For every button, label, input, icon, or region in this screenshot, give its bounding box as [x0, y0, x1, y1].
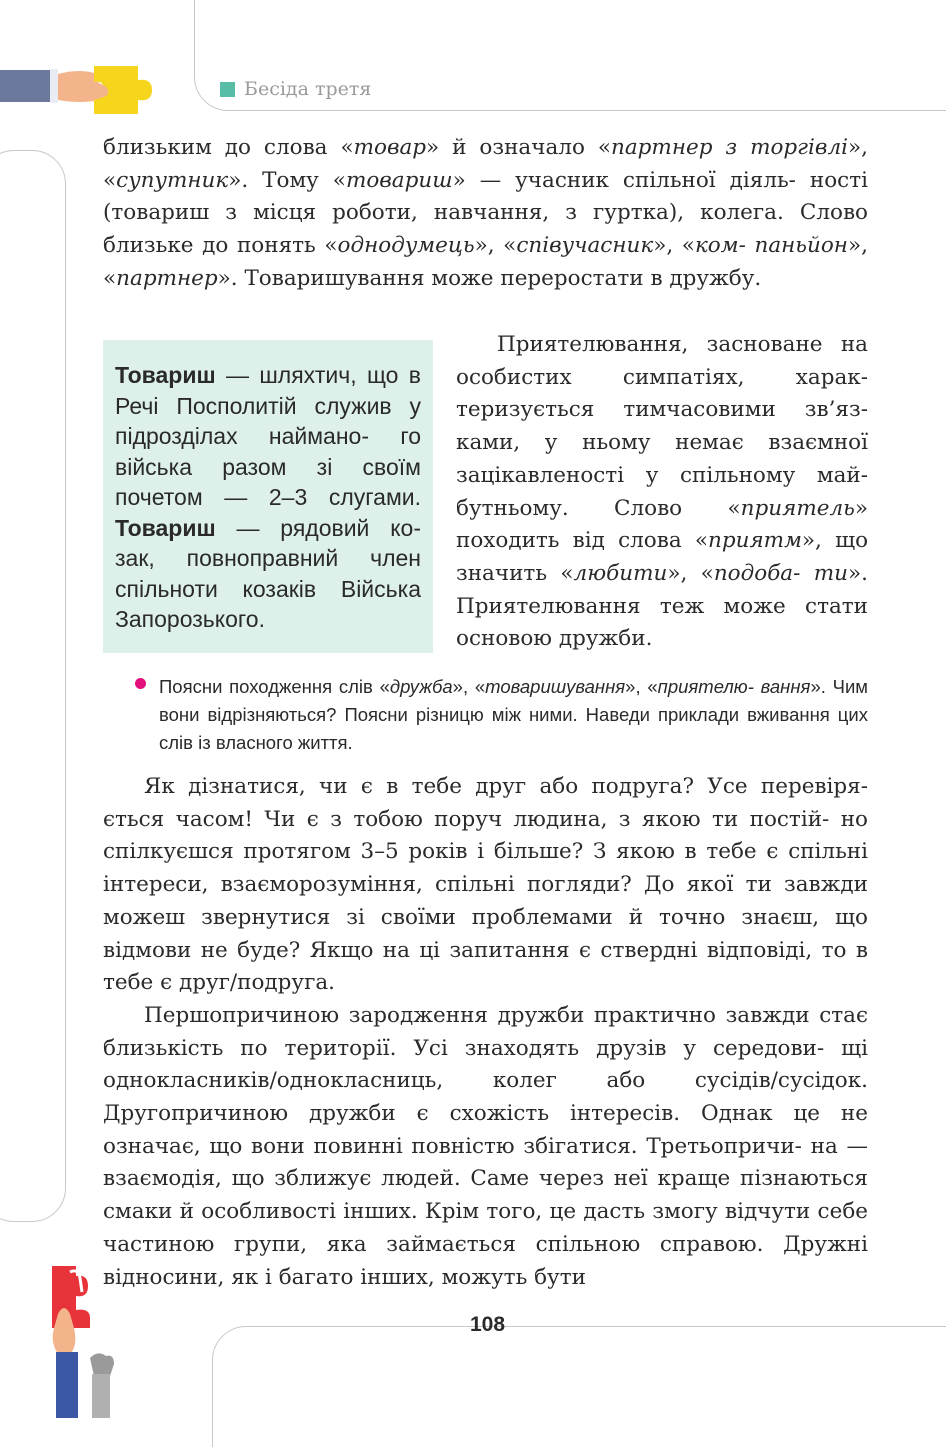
page-frame-left [0, 150, 66, 1222]
hands-puzzle-red-icon [40, 1262, 130, 1418]
definition-box: Товариш — шляхтич, що в Речі Посполитій служив у підрозділах наймано- го війська разом зі своїм почетом — 2–3 слугами. Товариш — рядовий ко- зак, повноправний член спільноти козаків Війська Запорозького. [103, 340, 433, 653]
body-text [103, 771, 868, 1294]
body-paragraph-1: Як дізнатися, чи є в тебе друг або подруга? Усе перевіря- ється часом! Чи є з тобою поруч людина, з якою ти постій- но спілкуєшся протягом 3–5 років і більше? З якою в тебе є спільні інтереси, взаєморозуміння, спільні погляди? До якої ти завжди можеш звернутися зі своїми проблемами й точно знаєш, що відмови не буде? Якщо на ці запитання є ствердні відповіді, то в тебе є друг/подруга. [103, 774, 869, 996]
intro-paragraph: близьким до слова «товар» й означало «партнер з торгівлі», «супутник». Тому «товариш» — учасник спільної діяль- ності (товариш з місця роботи, навчання, з гуртка), колега. Слово близьке до понять «однодумець», «співучасник», «ком- паньйон», «партнер». Товаришування може переростати в дружбу. [103, 135, 869, 291]
task-text: Поясни походження слів «дружба», «товаришування», «приятелю- вання». Чим вони відрізняються? Поясни різницю між ними. Наведи приклади вживання цих слів із власного життя. [159, 676, 869, 753]
chapter-header [220, 78, 371, 100]
body-paragraph-2: Першопричиною зародження дружби практично завжди стає близькість по території. Усі знаходять друзів у середови- щі однокласників/однокласниць, колег або сусідів/сусідок. Другопричиною дружби є схожість інтересів. Однак це не означає, що вони повинні повністю збігатися. Третьопричи- на — взаємодія, що зближує людей. Саме через неї краще пізнаються смаки й особливості інших. Крім того, це дасть змогу відчути себе частиною групи, яка займається спільною справою. Дружні відносини, як і багато інших, можуть бути [103, 1002, 869, 1290]
page-frame-bottom [212, 1326, 946, 1447]
hand-puzzle-yellow-icon [0, 60, 160, 120]
page-number: 108 [470, 1313, 506, 1336]
friendship-paragraph: Приятелювання, засноване на особистих симпатіях, харак- теризується тимчасовими зв’яз- ками, у ньому немає взаємної зацікавленості у спільному май- бутньому. Слово «приятель» походить від слова «приятм», що значить «любити», «подоба- ти». Приятелювання теж може стати основою дружби. [456, 332, 869, 652]
task-bullet-icon [135, 678, 146, 689]
header-square-icon [220, 82, 235, 97]
chapter-title: Бесіда третя [244, 78, 372, 100]
